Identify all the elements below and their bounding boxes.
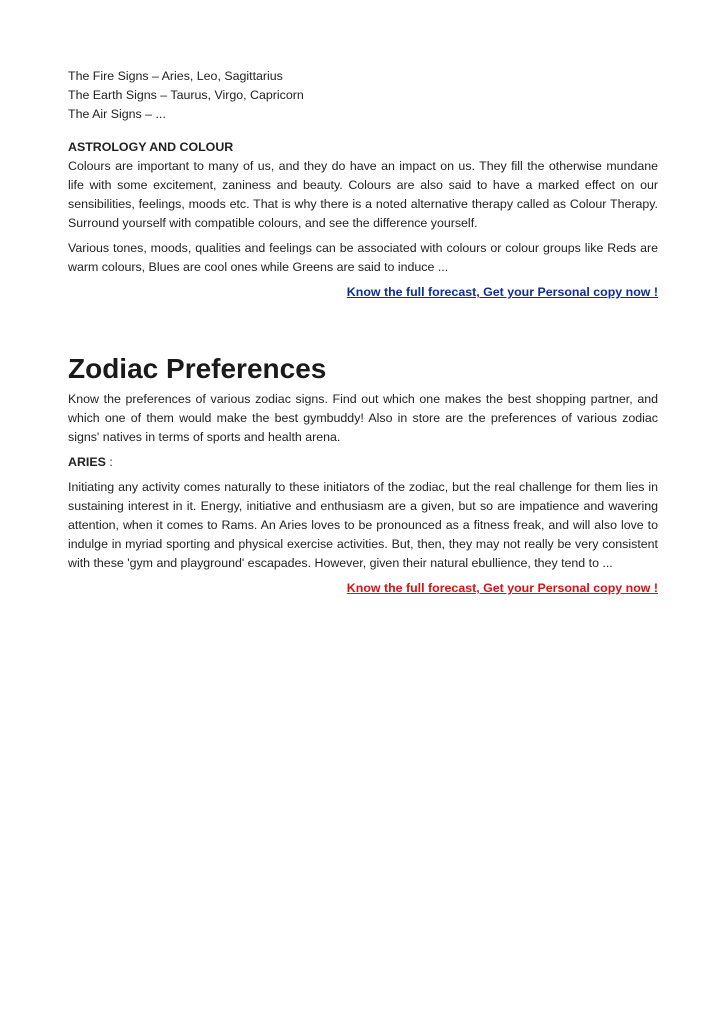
aries-label [68,453,658,472]
aries-paragraph: Initiating any activity comes naturally to these initiators of the zodiac, but the real challenge for them lies in sustaining interest in it. Energy, initiative and enthusiasm are a given, but so are impatience and wavering attention, when it comes to Rams. An Aries loves to be pronounced as a fitness freak, and will also love to indulge in myriad sporting and physical exercise activities. But, then, they may not really be very consistent with these 'gym and playground' escapades. However, given their natural ebullience, they tend to ... [68,480,658,570]
colour-paragraph-2: Various tones, moods, qualities and feelings can be associated with colours or colour groups like Reds are warm colours, Blues are cool ones while Greens are said to induce ... [68,241,658,274]
colour-cta [68,283,658,302]
earth-signs-line: The Earth Signs – Taurus, Virgo, Capricorn [68,88,304,102]
aries-cta [68,579,658,598]
astrology-colour-heading: ASTROLOGY AND COLOUR [68,140,234,154]
aries-label-suffix: : [105,455,113,469]
air-signs-line: The Air Signs – ... [68,107,166,121]
zodiac-intro-paragraph: Know the preferences of various zodiac signs. Find out which one makes the best shopping partner, and which one of them would make the best gymbuddy! Also in store are the preferences of various zodiac signs' natives in terms of sports and health arena. [68,392,658,444]
aries-forecast-link[interactable]: Know the full forecast, Get your Personal copy now ! [346,581,658,595]
aries-label-text: ARIES [68,455,106,469]
fire-signs-line: The Fire Signs – Aries, Leo, Sagittarius [68,69,283,83]
zodiac-preferences-title: Zodiac Preferences [68,353,327,384]
colour-paragraph-1: Colours are important to many of us, and they do have an impact on us. They fill the otherwise mundane life with some excitement, zaniness and beauty. Colours are also said to have a marked effect on our sensibilities, feelings, moods etc. That is why there is a noted alternative therapy called as Colour Therapy. Surround yourself with compatible colours, and see the difference yourself. [68,159,658,230]
colour-forecast-link[interactable]: Know the full forecast, Get your Personal copy now ! [346,285,658,299]
